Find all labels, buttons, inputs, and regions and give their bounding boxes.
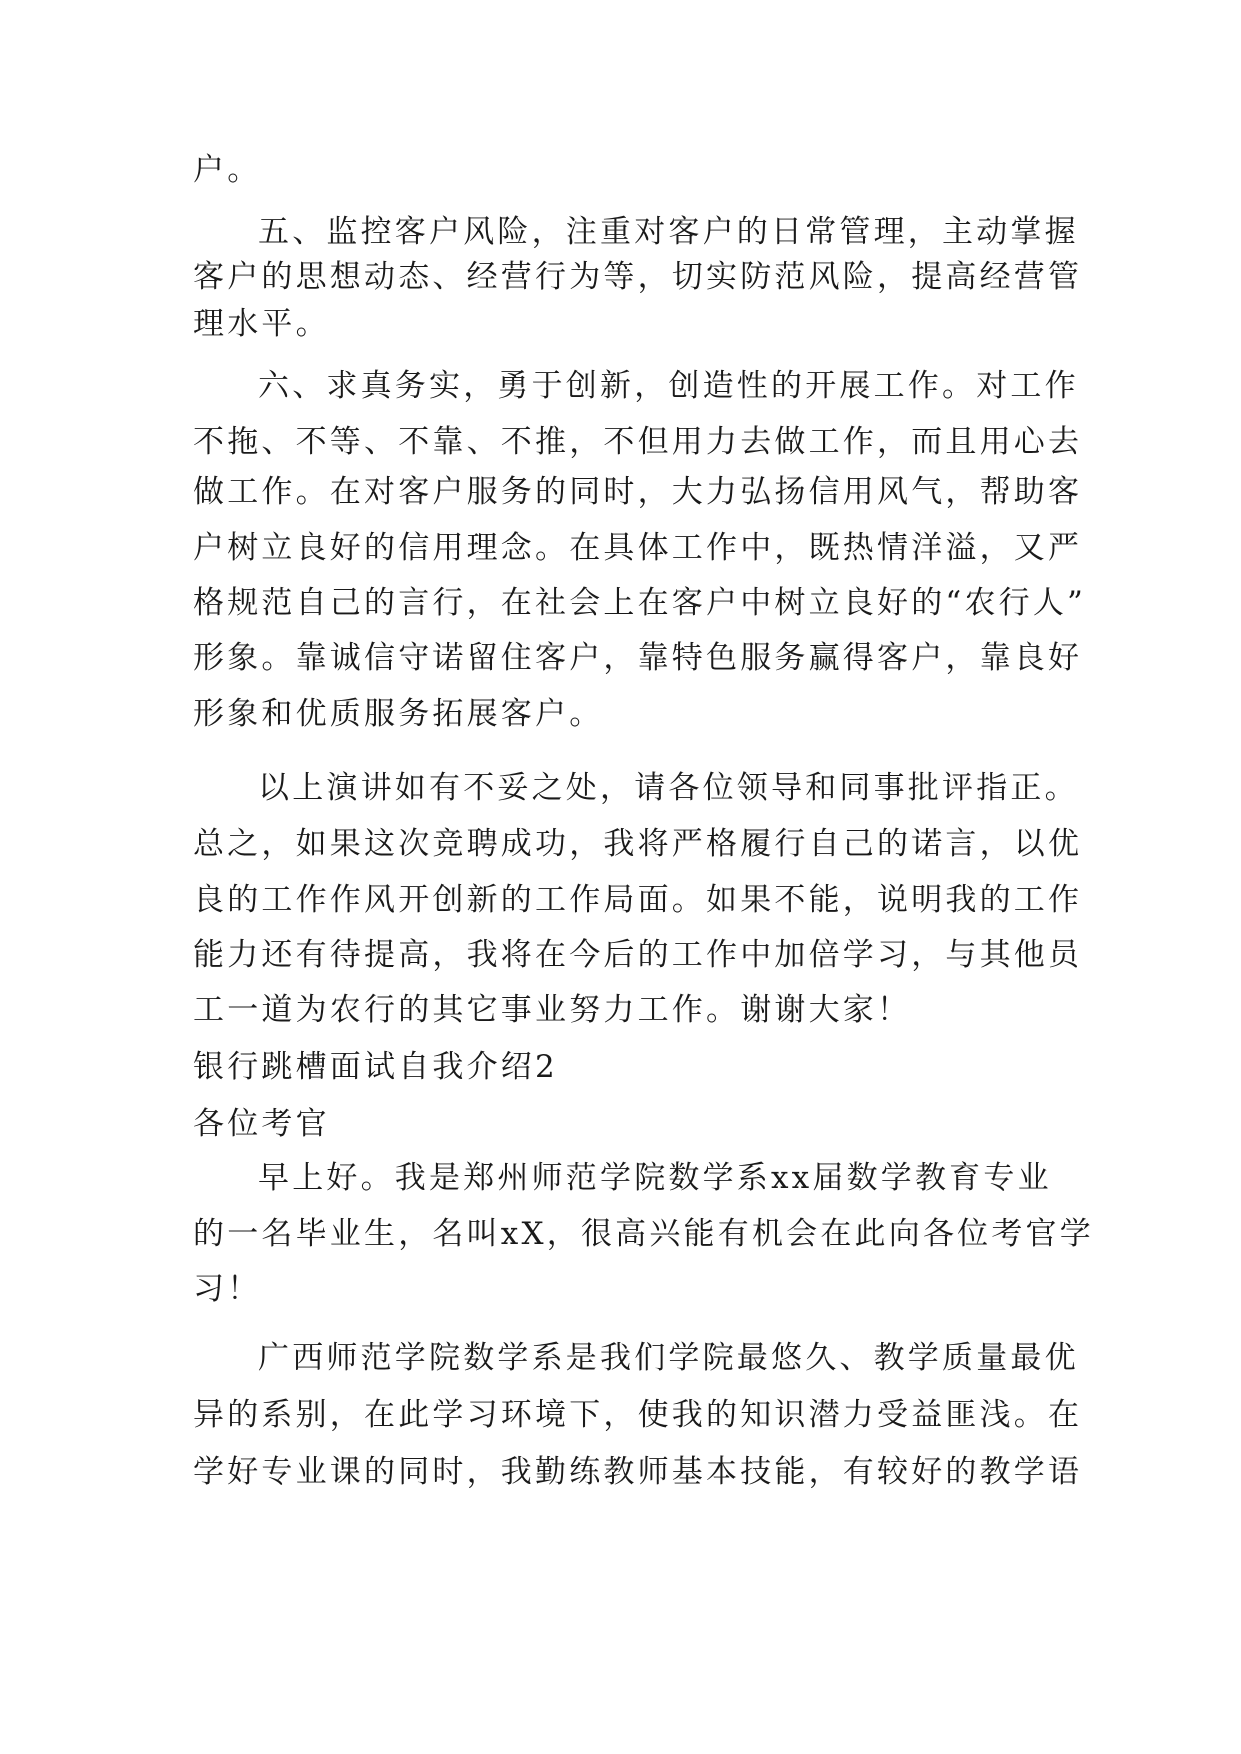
text-line: 形象和优质服务拓展客户。 <box>193 696 604 732</box>
text-line: 各位考官 <box>193 1106 330 1142</box>
text-line: 不拖、不等、不靠、不推，不但用力去做工作，而且用心去 <box>193 424 1083 460</box>
text-line: 能力还有待提高，我将在今后的工作中加倍学习，与其他员 <box>193 937 1083 973</box>
text-line: 形象。靠诚信守诺留住客户，靠特色服务赢得客户，靠良好 <box>193 640 1083 676</box>
text-line: 做工作。在对客户服务的同时，大力弘扬信用风气，帮助客 <box>193 474 1083 510</box>
section-heading: 银行跳槽面试自我介绍2 <box>193 1049 558 1085</box>
text-line: 工一道为农行的其它事业努力工作。谢谢大家！ <box>193 992 912 1028</box>
text-line: 的一名毕业生，名叫xX，很高兴能有机会在此向各位考官学 <box>193 1216 1094 1252</box>
text-line: 学好专业课的同时，我勤练教师基本技能，有较好的教学语 <box>193 1454 1083 1490</box>
text-line: 良的工作作风开创新的工作局面。如果不能，说明我的工作 <box>193 882 1083 918</box>
text-line: 总之，如果这次竞聘成功，我将严格履行自己的诺言，以优 <box>193 826 1083 862</box>
text-line: 异的系别，在此学习环境下，使我的知识潜力受益匪浅。在 <box>193 1397 1083 1433</box>
text-line: 格规范自己的言行，在社会上在客户中树立良好的“农行人” <box>193 585 1087 621</box>
text-line: 客户的思想动态、经营行为等，切实防范风险，提高经营管 <box>193 259 1083 295</box>
text-line: 以上演讲如有不妥之处，请各位领导和同事批评指正。 <box>258 770 1079 806</box>
text-line: 五、监控客户风险，注重对客户的日常管理，主动掌握 <box>258 214 1079 250</box>
text-line: 六、求真务实，勇于创新，创造性的开展工作。对工作 <box>258 368 1079 404</box>
text-line: 户树立良好的信用理念。在具体工作中，既热情洋溢，又严 <box>193 530 1083 566</box>
text-line: 理水平。 <box>193 306 330 342</box>
text-line: 广西师范学院数学系是我们学院最悠久、教学质量最优 <box>258 1340 1079 1376</box>
text-line: 早上好。我是郑州师范学院数学系xx届数学教育专业 <box>258 1160 1052 1196</box>
text-line: 习！ <box>193 1271 262 1307</box>
text-line: 户。 <box>193 152 262 188</box>
